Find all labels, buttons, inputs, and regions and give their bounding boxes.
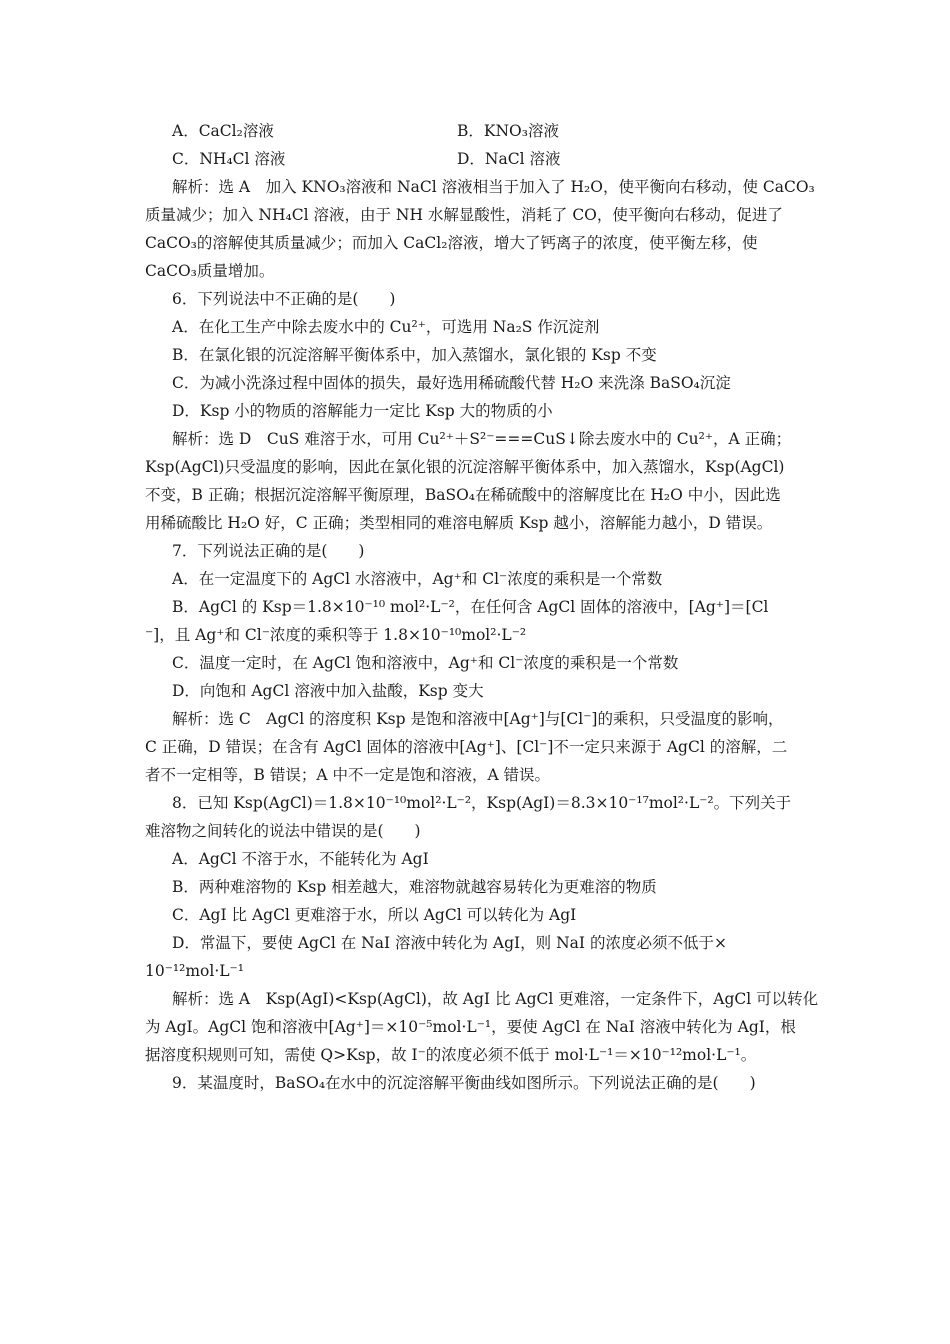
q5-analysis-line-4: CaCO₃质量增加。 bbox=[145, 262, 275, 280]
q5-analysis-line-3: CaCO₃的溶解使其质量减少；而加入 CaCl₂溶液，增大了钙离子的浓度，使平衡左移，使 bbox=[145, 234, 758, 252]
q6-option-a: A．在化工生产中除去废水中的 Cu²⁺，可选用 Na₂S 作沉淀剂 bbox=[172, 318, 600, 336]
q6-analysis-line-4: 用稀硫酸比 H₂O 好，C 正确；类型相同的难溶电解质 Ksp 越小，溶解能力越小，D 错误。 bbox=[145, 514, 773, 532]
q6-analysis-line-2: Ksp(AgCl)只受温度的影响，因此在氯化银的沉淀溶解平衡体系中，加入蒸馏水，Ksp(AgCl) bbox=[145, 458, 785, 476]
q6-option-c: C．为减小洗涤过程中固体的损失，最好选用稀硫酸代替 H₂O 来洗涤 BaSO₄沉淀 bbox=[172, 374, 731, 392]
q8-option-d-line-1: D．常温下，要使 AgCl 在 NaI 溶液中转化为 AgI，则 NaI 的浓度必须不低于× bbox=[172, 934, 727, 952]
q8-option-d-line-2: 10⁻¹²mol·L⁻¹ bbox=[145, 962, 244, 980]
q6-option-d: D．Ksp 小的物质的溶解能力一定比 Ksp 大的物质的小 bbox=[172, 402, 553, 420]
q6-stem: 6．下列说法中不正确的是( ) bbox=[172, 290, 396, 308]
q8-analysis-line-2: 为 AgI。AgCl 饱和溶液中[Ag⁺]＝×10⁻⁵mol·L⁻¹，要使 AgCl 在 NaI 溶液中转化为 AgI，根 bbox=[145, 1018, 796, 1036]
q8-stem-line-2: 难溶物之间转化的说法中错误的是( ) bbox=[145, 822, 421, 840]
q6-analysis-line-3: 不变，B 正确；根据沉淀溶解平衡原理，BaSO₄在稀硫酸中的溶解度比在 H₂O 中小，因此选 bbox=[145, 486, 781, 504]
q5-option-c: C．NH₄Cl 溶液 bbox=[172, 150, 286, 168]
q7-stem: 7．下列说法正确的是( ) bbox=[172, 542, 365, 560]
q6-option-b: B．在氯化银的沉淀溶解平衡体系中，加入蒸馏水，氯化银的 Ksp 不变 bbox=[172, 346, 657, 364]
q7-analysis-line-2: C 正确，D 错误；在含有 AgCl 固体的溶液中[Ag⁺]、[Cl⁻]不一定只来源于 AgCl 的溶解，二 bbox=[145, 738, 788, 756]
q9-stem: 9．某温度时，BaSO₄在水中的沉淀溶解平衡曲线如图所示。下列说法正确的是( ) bbox=[172, 1074, 756, 1092]
q7-option-c: C．温度一定时，在 AgCl 饱和溶液中，Ag⁺和 Cl⁻浓度的乘积是一个常数 bbox=[172, 654, 679, 672]
q5-option-b: B．KNO₃溶液 bbox=[457, 122, 559, 140]
q7-analysis-line-3: 者不一定相等，B 错误；A 中不一定是饱和溶液，A 错误。 bbox=[145, 766, 551, 784]
q8-option-c: C．AgI 比 AgCl 更难溶于水，所以 AgCl 可以转化为 AgI bbox=[172, 906, 577, 924]
q5-option-a: A．CaCl₂溶液 bbox=[172, 122, 274, 140]
q5-option-d: D．NaCl 溶液 bbox=[457, 150, 561, 168]
q7-option-d: D．向饱和 AgCl 溶液中加入盐酸，Ksp 变大 bbox=[172, 682, 484, 700]
q8-analysis-line-3: 据溶度积规则可知，需使 Q>Ksp，故 I⁻的浓度必须不低于 mol·L⁻¹＝×10⁻¹²mol·L⁻¹。 bbox=[145, 1046, 757, 1064]
q8-option-a: A．AgCl 不溶于水，不能转化为 AgI bbox=[172, 850, 429, 868]
q8-option-b: B．两种难溶物的 Ksp 相差越大，难溶物就越容易转化为更难溶的物质 bbox=[172, 878, 657, 896]
q6-analysis-line-1: 解析：选 D CuS 难溶于水，可用 Cu²⁺＋S²⁻===CuS↓除去废水中的 Cu²⁺，A 正确； bbox=[172, 430, 792, 448]
q5-analysis-line-2: 质量减少；加入 NH₄Cl 溶液，由于 NH 水解显酸性，消耗了 CO，使平衡向右移动，促进了 bbox=[145, 206, 783, 224]
q7-option-b-line-1: B．AgCl 的 Ksp＝1.8×10⁻¹⁰ mol²·L⁻²，在任何含 AgCl 固体的溶液中，[Ag⁺]＝[Cl bbox=[172, 598, 769, 616]
q5-analysis-line-1: 解析：选 A 加入 KNO₃溶液和 NaCl 溶液相当于加入了 H₂O，使平衡向右移动，使 CaCO₃ bbox=[172, 178, 815, 196]
q7-option-a: A．在一定温度下的 AgCl 水溶液中，Ag⁺和 Cl⁻浓度的乘积是一个常数 bbox=[172, 570, 663, 588]
q8-stem-line-1: 8．已知 Ksp(AgCl)＝1.8×10⁻¹⁰mol²·L⁻²，Ksp(AgI)＝8.3×10⁻¹⁷mol²·L⁻²。下列关于 bbox=[172, 794, 792, 812]
q8-analysis-line-1: 解析：选 A Ksp(AgI)<Ksp(AgCl)，故 AgI 比 AgCl 更难溶，一定条件下，AgCl 可以转化 bbox=[172, 990, 819, 1008]
q7-option-b-line-2: ⁻]，且 Ag⁺和 Cl⁻浓度的乘积等于 1.8×10⁻¹⁰mol²·L⁻² bbox=[145, 626, 527, 644]
q7-analysis-line-1: 解析：选 C AgCl 的溶度积 Ksp 是饱和溶液中[Ag⁺]与[Cl⁻]的乘积，只受温度的影响， bbox=[172, 710, 784, 728]
